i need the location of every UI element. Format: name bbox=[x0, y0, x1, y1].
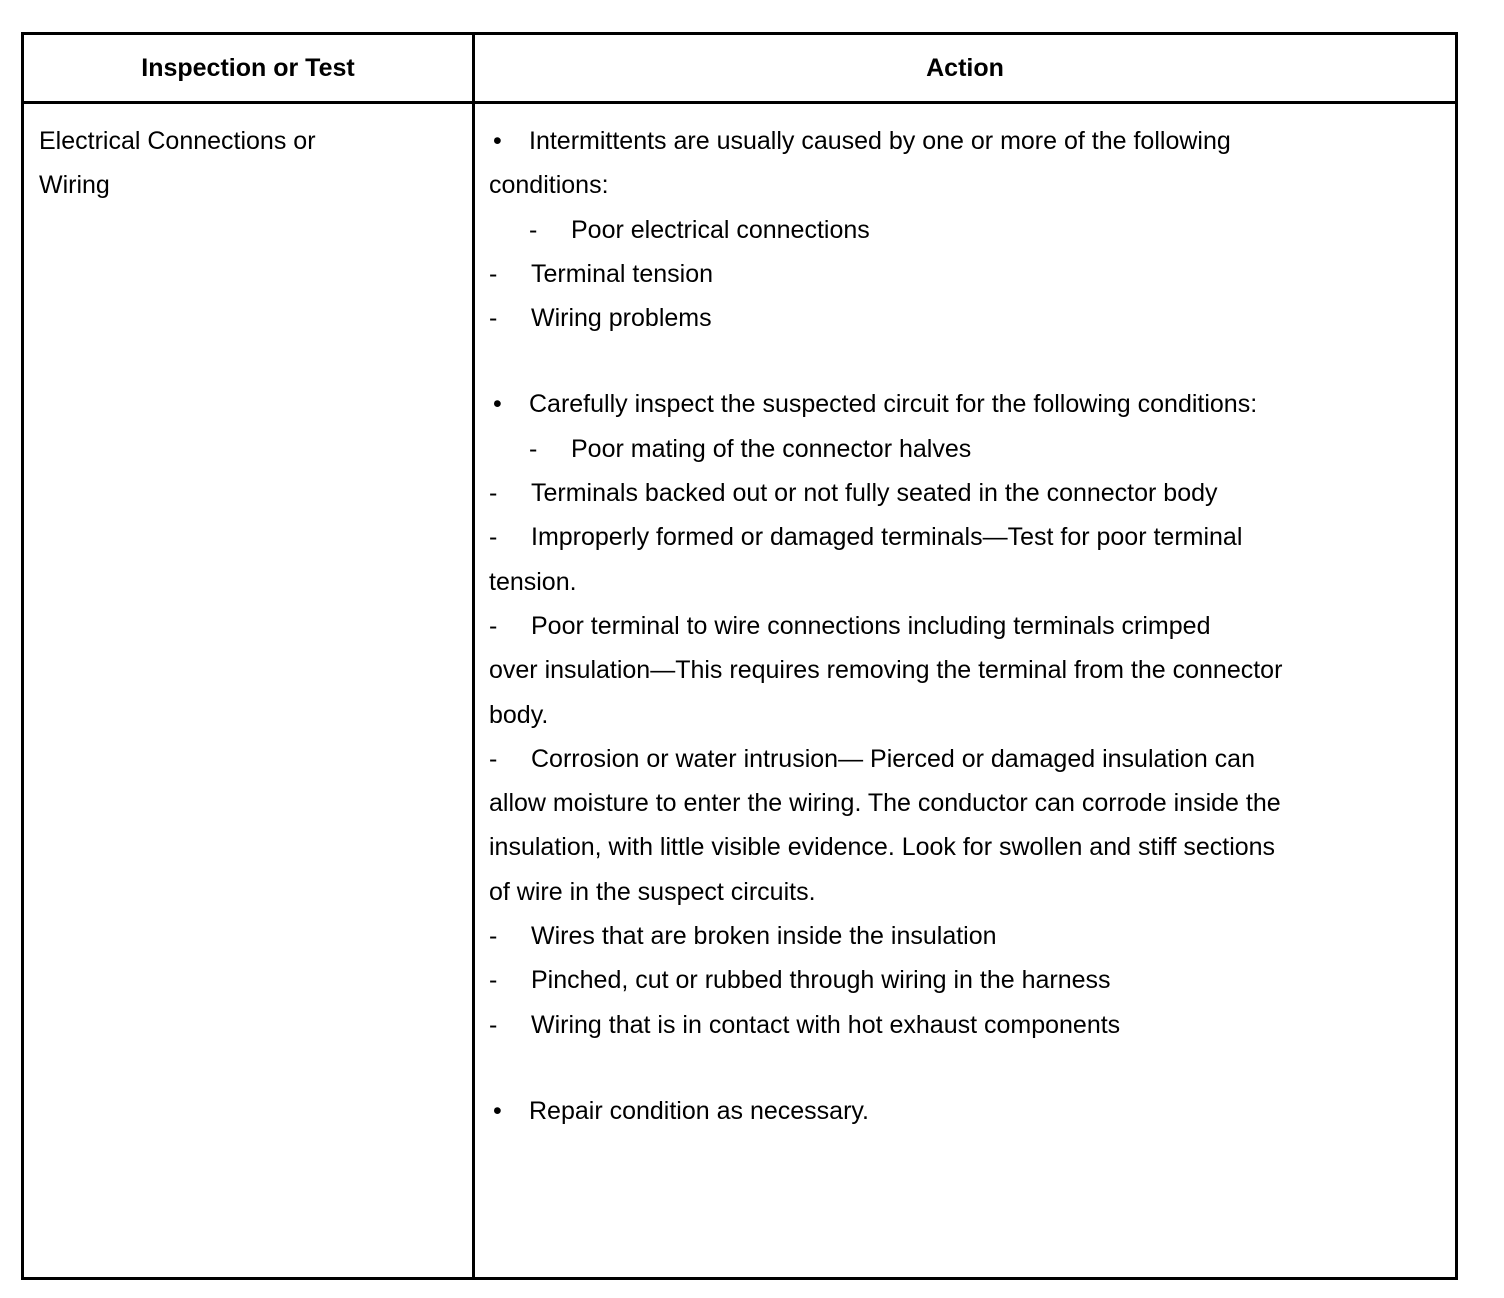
bullet-item bbox=[489, 382, 1389, 426]
inspection-table bbox=[21, 32, 1458, 1280]
dash-continuation: over insulation—This requires removing the terminal from the connector bbox=[489, 656, 1283, 685]
inspection-line: Electrical Connections or bbox=[39, 127, 316, 155]
dash-item bbox=[489, 296, 1389, 340]
bullet-marker: • bbox=[493, 1096, 502, 1125]
dash-continuation: insulation, with little visible evidence. Look for swollen and stiff sections bbox=[489, 833, 1276, 862]
dash-item bbox=[489, 427, 1389, 471]
dash-item bbox=[489, 604, 1389, 648]
dash-continuation: allow moisture to enter the wiring. The conductor can corrode inside the bbox=[489, 789, 1281, 818]
dash-item bbox=[489, 914, 1389, 958]
dash-marker: - bbox=[489, 1010, 498, 1039]
bullet-text: Carefully inspect the suspected circuit for the following conditions: bbox=[529, 390, 1258, 419]
dash-text: Terminals backed out or not fully seated in the connector body bbox=[531, 479, 1218, 508]
dash-marker: - bbox=[529, 215, 538, 244]
dash-marker: - bbox=[489, 744, 498, 773]
dash-marker: - bbox=[489, 523, 498, 552]
dash-item bbox=[489, 515, 1389, 559]
bullet-continuation: conditions: bbox=[489, 171, 609, 200]
dash-marker: - bbox=[529, 434, 538, 463]
bullet-text: Intermittents are usually caused by one or more of the following bbox=[529, 127, 1231, 155]
dash-item bbox=[489, 958, 1389, 1002]
bullet-text: Repair condition as necessary. bbox=[529, 1096, 869, 1125]
bullet-marker: • bbox=[493, 390, 502, 419]
bullet-item bbox=[489, 119, 1389, 163]
dash-text: Wiring problems bbox=[531, 304, 712, 333]
dash-item bbox=[489, 737, 1389, 781]
dash-continuation: of wire in the suspect circuits. bbox=[489, 877, 816, 906]
dash-item bbox=[489, 471, 1389, 515]
dash-text: Corrosion or water intrusion— Pierced or damaged insulation can bbox=[531, 744, 1255, 773]
dash-continuation: body. bbox=[489, 700, 549, 729]
column-divider bbox=[472, 35, 475, 1277]
dash-text: Poor electrical connections bbox=[571, 215, 870, 244]
header-inspection: Inspection or Test bbox=[141, 53, 355, 82]
header-action: Action bbox=[926, 53, 1004, 82]
inspection-cell bbox=[39, 119, 459, 208]
dash-text: Wiring that is in contact with hot exhaust components bbox=[531, 1010, 1121, 1039]
dash-marker: - bbox=[489, 922, 498, 951]
header-divider bbox=[24, 101, 1455, 104]
dash-marker: - bbox=[489, 259, 498, 288]
bullet-item bbox=[489, 1089, 1389, 1133]
dash-marker: - bbox=[489, 479, 498, 508]
dash-text: Poor mating of the connector halves bbox=[571, 434, 972, 463]
dash-text: Pinched, cut or rubbed through wiring in the harness bbox=[531, 966, 1111, 995]
action-cell bbox=[489, 119, 1389, 1133]
dash-item bbox=[489, 208, 1389, 252]
dash-marker: - bbox=[489, 966, 498, 995]
dash-item bbox=[489, 252, 1389, 296]
dash-text: Wires that are broken inside the insulation bbox=[531, 922, 997, 951]
dash-text: Improperly formed or damaged terminals—Test for poor terminal bbox=[531, 523, 1243, 552]
bullet-marker: • bbox=[493, 127, 502, 155]
dash-continuation: tension. bbox=[489, 567, 577, 596]
dash-text: Terminal tension bbox=[531, 259, 714, 288]
dash-text: Poor terminal to wire connections including terminals crimped bbox=[531, 611, 1211, 640]
dash-marker: - bbox=[489, 304, 498, 333]
dash-item bbox=[489, 1003, 1389, 1047]
inspection-line: Wiring bbox=[39, 171, 110, 200]
dash-marker: - bbox=[489, 611, 498, 640]
